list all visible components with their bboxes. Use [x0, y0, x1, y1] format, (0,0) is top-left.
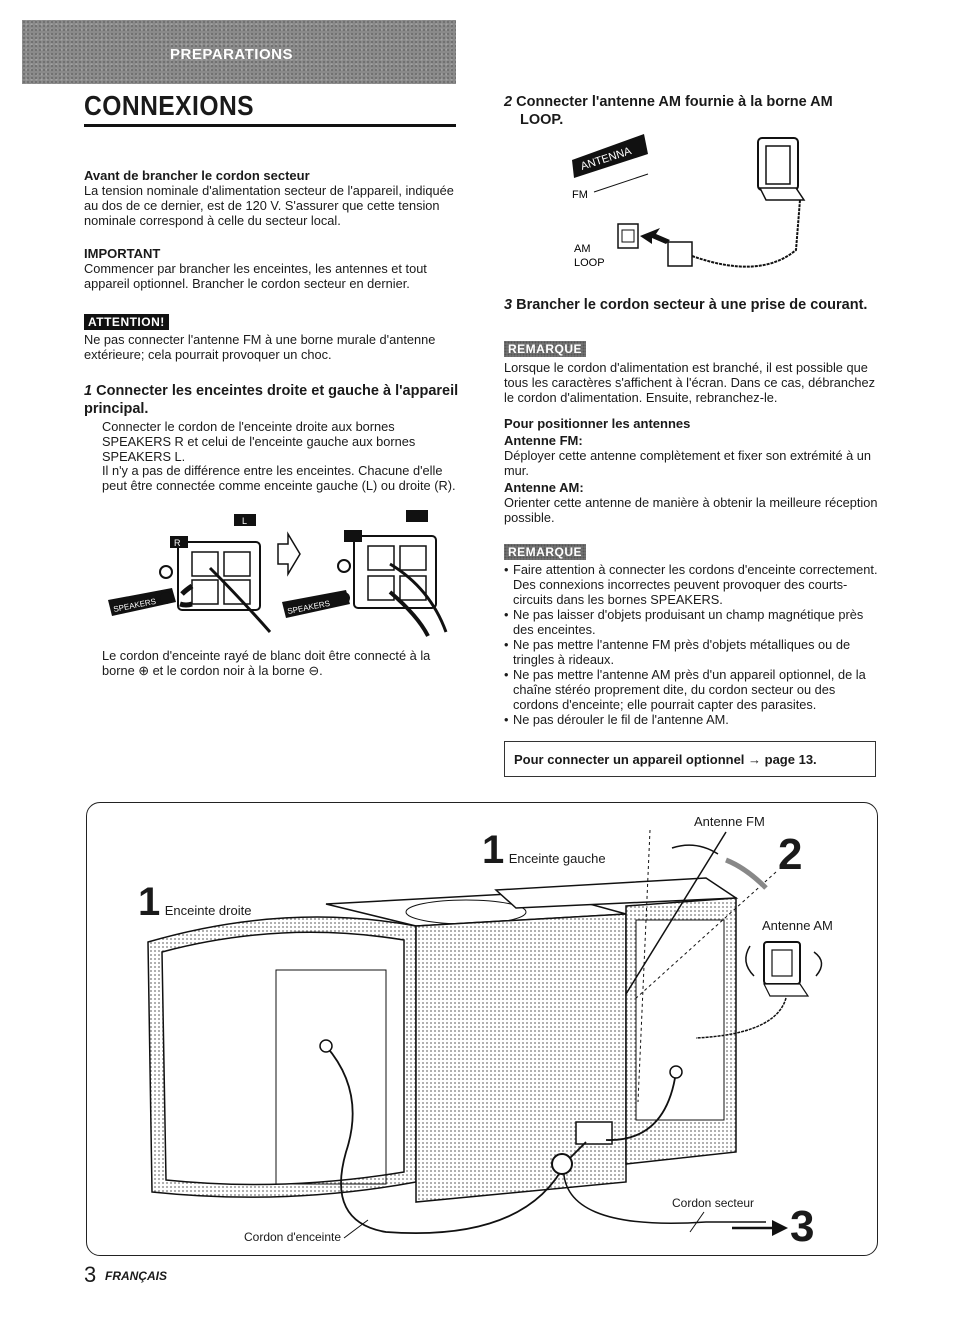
speakers-terminal-left [108, 514, 270, 632]
step1-paragraph-1: Connecter le cordon de l'enceinte droite aux bornes SPEAKERS R et celui de l'enceinte gauche aux bornes SPEAKERS L. [102, 419, 416, 464]
am-antenna-heading: Antenne AM: [504, 480, 584, 495]
page-title: CONNEXIONS [84, 90, 255, 121]
fig-loop-label: LOOP [574, 257, 605, 269]
step2-number: 2 [504, 94, 513, 110]
right-speaker-number: 1 [138, 880, 161, 924]
antennas-heading: Pour positionner les antennes [504, 416, 691, 431]
right-speaker-drawing [148, 917, 416, 1197]
right-speaker-label: Enceinte droite [164, 903, 252, 918]
remarque-badge-1 [504, 340, 586, 358]
step2-heading [504, 93, 876, 129]
power-cord-label: Cordon secteur [672, 1196, 755, 1210]
am-antenna-label: Antenne AM [762, 918, 833, 933]
step1-caption: Le cordon d'enceinte rayé de blanc doit être connecté à la borne ⊕ et le cordon noir à la borne ⊖. [102, 648, 431, 678]
attention-text: Ne pas connecter l'antenne FM à une borne murale d'antenne extérieure; cela pourrait provoquer un choc. [84, 332, 436, 362]
list-item: • Ne pas mettre l'antenne AM près d'un appareil optionnel, de la chaîne stéréo proprement dite, du cordon secteur ou des cordons d'enceinte; elle pourrait capter des parasites. [504, 667, 878, 712]
step3-number: 3 [504, 297, 513, 313]
remarque-text-1: Lorsque le cordon d'alimentation est branché, il est possible que tous les caractères s'affichent à l'écran. Dans ce cas, débranchez le cordon d'alimentation. Ensuite, rebranchez-le. [504, 360, 875, 405]
step1-heading [84, 382, 460, 418]
right-speaker-label-group [138, 880, 252, 924]
remarque-badge-2 [504, 543, 586, 561]
remarque-label-1: REMARQUE [504, 341, 586, 357]
am-antenna-figure [560, 130, 820, 280]
fm-antenna-label: Antenne FM [694, 814, 765, 829]
speaker-cord-label: Cordon d'enceinte [244, 1230, 342, 1244]
list-item: • Ne pas mettre l'antenne FM près d'objets métalliques ou de tringles à rideaux. [504, 637, 878, 667]
fig-antenna-label: ANTENNA [579, 145, 633, 173]
before-plug-heading: Avant de brancher le cordon secteur [84, 168, 310, 183]
am-antenna-text: Orienter cette antenne de manière à obtenir la meilleure réception possible. [504, 495, 878, 525]
remarque-label-2: REMARQUE [504, 544, 586, 560]
remarque-list [504, 562, 878, 727]
step3-big-number: 3 [790, 1202, 815, 1251]
curved-arrow-icon [672, 845, 718, 854]
insert-arrow-icon [640, 228, 670, 244]
step1-number: 1 [84, 383, 93, 399]
step1-title: Connecter les enceintes droite et gauche à l'appareil principal. [84, 383, 459, 417]
left-speaker-label: Enceinte gauche [508, 851, 606, 866]
step2-title: Connecter l'antenne AM fournie à la borne AM LOOP. [516, 94, 833, 128]
fm-antenna-heading: Antenne FM: [504, 433, 583, 448]
step1-paragraph-2: Il n'y a pas de différence entre les enceintes. Chacune d'elle peut être connectée comme enceinte gauche (L) ou droite (R). [102, 463, 456, 493]
attention-badge [84, 313, 169, 331]
left-speaker-number: 1 [482, 828, 505, 872]
speakers-label-right: SPEAKERS [286, 598, 331, 616]
left-speaker-label-group [482, 828, 606, 872]
title-underline [84, 124, 456, 127]
antenna-panel [572, 134, 648, 269]
page-number: 3 [84, 1262, 97, 1287]
before-plug-text: La tension nominale d'alimentation secteur de l'appareil, indiquée au dos de ce dernier, est de 120 V. S'assurer que cette tension nominale correspond à celle du secteur local. [84, 183, 454, 228]
fig-am-label: AM [574, 243, 591, 255]
banner-label: PREPARATIONS [170, 46, 293, 63]
am-loop-antenna [668, 138, 804, 267]
terminal-l-label: L [242, 516, 248, 526]
speakers-terminal-right [282, 510, 446, 636]
fig-fm-label: FM [572, 189, 588, 201]
list-item: • Ne pas laisser d'objets produisant un champ magnétique près des enceintes. [504, 607, 878, 637]
list-item: • Ne pas dérouler le fil de l'antenne AM. [504, 712, 878, 727]
page-language: FRANÇAIS [105, 1269, 167, 1283]
step3-title: Brancher le cordon secteur à une prise de courant. [516, 297, 868, 313]
section-banner [22, 20, 456, 84]
step2-big-number: 2 [778, 830, 803, 879]
list-item: • Faire attention à connecter les cordons d'enceinte correctement. Des connexions incorrectes peuvent provoquer des courts-circuits dans les bornes SPEAKERS. [504, 562, 878, 607]
important-heading: IMPORTANT [84, 246, 161, 261]
important-text: Commencer par brancher les enceintes, les antennes et tout appareil optionnel. Brancher le cordon secteur en dernier. [84, 261, 427, 291]
attention-label: ATTENTION! [84, 314, 169, 330]
arrow-right-icon [278, 534, 300, 574]
curved-arrow-icon [726, 860, 766, 888]
fm-antenna-text: Déployer cette antenne complètement et fixer son extrémité à un mur. [504, 448, 872, 478]
optional-device-link[interactable]: Pour connecter un appareil optionnel → page 13. [504, 741, 876, 777]
terminal-r-label: R [174, 538, 181, 548]
step3-heading [504, 296, 876, 314]
speaker-terminal-figure [100, 508, 460, 648]
speakers-label-left: SPEAKERS [112, 596, 157, 614]
